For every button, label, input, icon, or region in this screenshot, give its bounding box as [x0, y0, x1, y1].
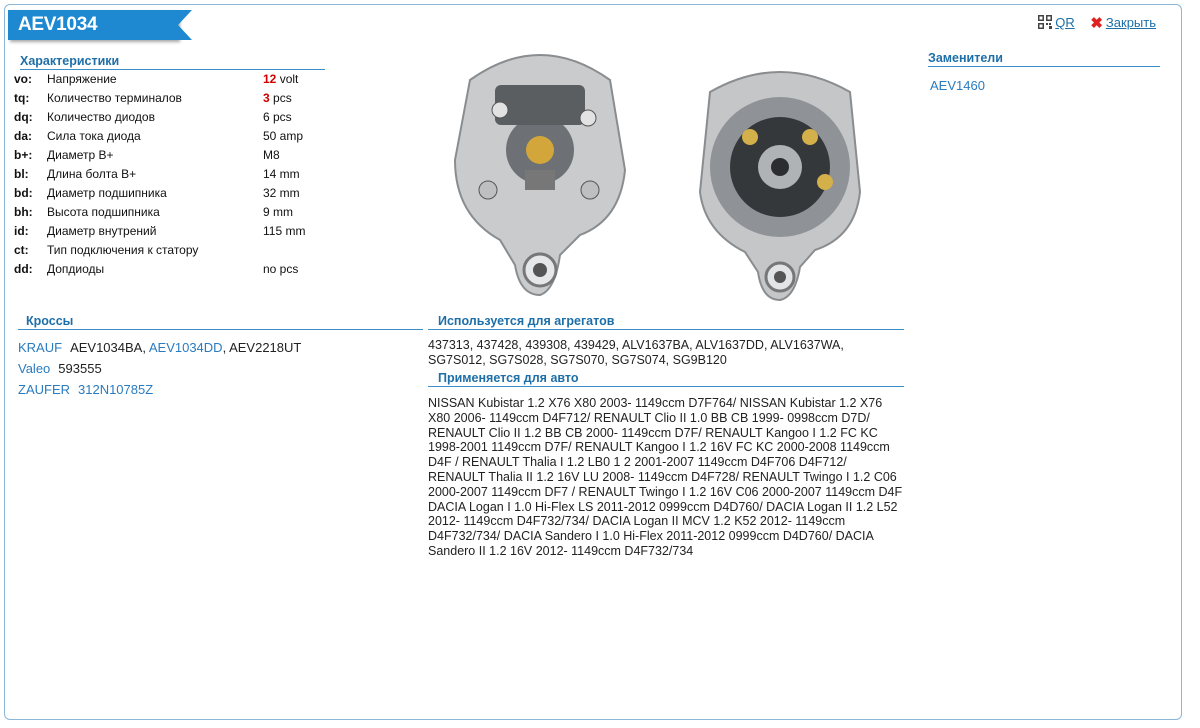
used-for-heading: Используется для агрегатов [428, 314, 904, 330]
spec-key: tq: [14, 91, 30, 105]
qr-icon[interactable] [1038, 15, 1052, 32]
spec-value: 14 mm [263, 167, 300, 181]
applied-for-list: NISSAN Kubistar 1.2 X76 X80 2003- 1149ccm D7F764/ NISSAN Kubistar 1.2 X76 X80 2006- 1149ccm D4F712/ RENAULT Clio II 1.0 BB CB 1999- 0998ccm D7D/ RENAULT Clio II 1.2 BB CB 2000- 1149ccm D7F/ RENAULT Kangoo I 1.2 FC KC 1998-2001 1149ccm D7F/ RENAULT Kangoo I 1.2 16V FC KC 2000-2008 1149ccm D4F / RENAULT Thalia I 1.2 LB0 1 2 2001-2007 1149ccm D4F706 D4F712/ RENAULT Thalia II 1.2 16V LU 2008- 1149ccm D4F728/ RENAULT Twingo I 1.2 C06 2000-2007 1149ccm DF7 / RENAULT Twingo I 1.2 16V C06 2000-2007 1149ccm D4F DACIA Logan I 1.0 Hi-Flex LS 2011-2012 0999ccm D4D760/ DACIA Logan II 1.2 L52 2012- 1149ccm D4F732/734/ DACIA Logan II MCV 1.2 K52 2012- 1149ccm D4F732/734/ DACIA Sandero I 1.0 Hi-Flex 2011-2012 0999ccm D4D760/ DACIA Sandero II 1.2 16V 2012- 1149ccm D4F732/734 [428, 396, 903, 558]
spec-row [14, 260, 334, 279]
cross-row [18, 361, 102, 376]
spec-key: id: [14, 224, 29, 238]
specs-heading: Характеристики [20, 54, 325, 70]
product-code: AEV1034 [18, 14, 98, 35]
spec-key: ct: [14, 243, 29, 257]
spec-key: b+: [14, 148, 33, 162]
spec-row [14, 108, 334, 127]
cross-part-link[interactable]: AEV1034DD [148, 340, 223, 355]
crosses-heading: Кроссы [18, 314, 423, 330]
spec-row [14, 241, 334, 260]
spec-row [14, 70, 334, 89]
spec-name: Количество диодов [47, 110, 155, 124]
spec-value-unit: volt [276, 72, 299, 86]
spec-key: bd: [14, 186, 33, 200]
product-image-back [690, 62, 870, 307]
cross-row [18, 382, 153, 397]
spec-name: Напряжение [47, 72, 117, 86]
top-toolbar [1038, 14, 1156, 32]
spec-value: 115 mm [263, 224, 306, 238]
substitutes-list [930, 78, 985, 93]
cross-part-text: , [142, 340, 149, 355]
spec-key: vo: [14, 72, 32, 86]
spec-name: Длина болта B+ [47, 167, 137, 181]
spec-name: Тип подключения к статору [47, 243, 199, 257]
cross-brand-link[interactable]: ZAUFER [18, 382, 70, 397]
substitute-link[interactable]: AEV1460 [930, 78, 985, 93]
applied-for-heading: Применяется для авто [428, 371, 904, 387]
cross-part-link[interactable]: 312N10785Z [78, 382, 154, 397]
product-title-banner [8, 10, 178, 40]
spec-key: dq: [14, 110, 33, 124]
close-icon[interactable]: ✖ [1090, 15, 1103, 32]
spec-value: no pcs [263, 262, 299, 276]
spec-value: M8 [263, 148, 280, 162]
spec-value: 50 amp [263, 129, 304, 143]
spec-name: Высота подшипника [47, 205, 160, 219]
spec-row [14, 146, 334, 165]
spec-key: dd: [14, 262, 33, 276]
spec-value: 6 pcs [263, 110, 292, 124]
spec-key: da: [14, 129, 32, 143]
spec-row [14, 222, 334, 241]
spec-value-number: 3 [263, 91, 270, 105]
qr-link[interactable]: QR [1055, 15, 1075, 30]
spec-row [14, 203, 334, 222]
close-link[interactable]: Закрыть [1105, 15, 1156, 30]
spec-row [14, 89, 334, 108]
cross-part-text: AEV1034BA [70, 340, 143, 355]
spec-name: Диаметр B+ [47, 148, 114, 162]
cross-brand-link[interactable]: KRAUF [18, 340, 63, 355]
spec-value: 9 mm [263, 205, 293, 219]
spec-row [14, 165, 334, 184]
spec-value-unit: pcs [269, 91, 292, 105]
spec-row [14, 184, 334, 203]
spec-name: Сила тока диода [47, 129, 141, 143]
used-for-list: 437313, 437428, 439308, 439429, ALV1637BA, ALV1637DD, ALV1637WA, SG7S012, SG7S028, SG7S070, SG7S074, SG9B120 [428, 338, 844, 367]
spec-name: Количество терминалов [47, 91, 182, 105]
cross-brand-link[interactable]: Valeo [18, 361, 51, 376]
cross-part-text: , AEV2218UT [222, 340, 302, 355]
spec-value [263, 70, 298, 89]
spec-value-number: 12 [263, 72, 277, 86]
spec-name: Допдиоды [47, 262, 105, 276]
spec-key: bl: [14, 167, 29, 181]
spec-key: bh: [14, 205, 33, 219]
spec-value: 32 mm [263, 186, 300, 200]
cross-row [18, 340, 301, 355]
substitutes-heading: Заменители [928, 51, 1160, 67]
spec-name: Диаметр подшипника [47, 186, 167, 200]
spec-row [14, 127, 334, 146]
product-image-front [440, 40, 640, 307]
cross-part-text: 593555 [58, 361, 102, 376]
spec-value [263, 89, 292, 108]
spec-name: Диаметр внутрений [47, 224, 157, 238]
